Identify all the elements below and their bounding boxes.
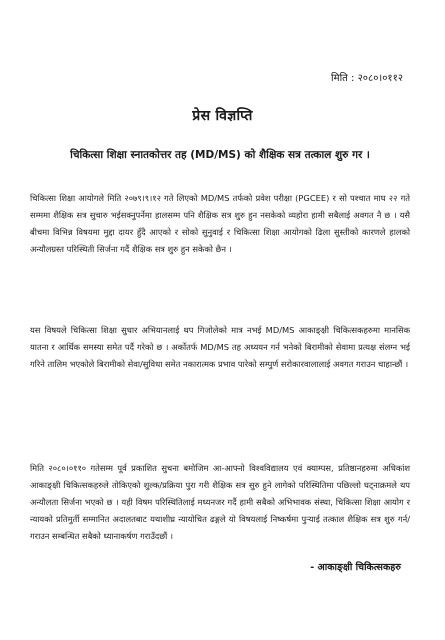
page-title: प्रेस विज्ञप्ति xyxy=(192,108,253,124)
paragraph-1: चिकित्सा शिक्षा आयोगले मिति २०७९।९।१२ गते लिएको MD/MS तर्फको प्रवेश परीक्षा (PGCEE) र सो पश्चात माघ २२ गते सम्ममा शैक्षिक सत्र सुचारु भईसक्नुपर्नेमा हालसम्म पनि शैक्षिक सत्र शुरु हुन नसकेको व्यहोरा हामी सबैलाई अवगत नै छ । यसै बीचमा विभिन्न विषयमा मुद्दा दायर हुँदै आएको र सोको सुनुवाई र चिकित्सा शिक्षा आयोगको ढिला सुस्तीको कारणले हालको अन्यौलग्रस्त परिस्थिती सिर्जना गर्दै शैक्षिक सत्र शुरु हुन सकेको छैन । xyxy=(30,193,410,254)
signature-line: - आकाङ्क्षी चिकित्सकहरु xyxy=(310,562,401,573)
paragraph-2: यस विषयले चिकित्सा शिक्षा सुधार अभियानलाई थप गिजोलेको मात्र नभई MD/MS आकाङ्क्षी चिकित्सकहरुमा मानसिक यातना र आर्थिक समस्या समेत पर्दै गरेको छ । अर्कोतर्फ MD/MS तह अध्ययन गर्न भनेको बिरामीको सेवामा प्रत्यक्ष संलग्न भई गरिने तालिम भएकोले बिरामीको सेवा/सुविधा समेत नकारात्मक प्रभाव पारेको सम्पुर्ण सरोकारवालालाई अवगत गराउन चाहान्छौं । xyxy=(30,325,410,369)
paragraph-3: मिति २०८०।०११० गतेसम्म पूर्व प्रकाशित सुचना बमोजिम आ-आफ्नो विश्वविद्यालय एवं क्याम्पस, प्रतिष्ठानहरुमा अधिकांश आकाङ्क्षी चिकित्सकहरुले तोकिएको शुल्क/प्रक्रिया पुरा गरी शैक्षिक सत्र सुरु हुने लागेको परिस्थितिमा पछिल्लो घट्नाक्रमले थप अन्यौलता सिर्जना भएको छ । यही विषम परिस्थितिलाई मध्यनजर गर्दै हामी सबैको अभिभावक संस्था, चिकित्सा शिक्षा आयोग र न्यायको प्रतिमुर्ती सम्मानित अदालतबाट यथाशीघ्र न्यायोचित ढङ्गले यो विषयलाई निष्कर्षमा पुऱ्याई तत्काल शैक्षिक सत्र शुरु गर्न/गराउन सम्बन्धित सबैको ध्यानाकर्षण गराउँदछौं । xyxy=(30,463,410,541)
page-subtitle: चिकित्सा शिक्षा स्नातकोत्तर तह (MD/MS) को शैक्षिक सत्र तत्काल शुरु गर । xyxy=(70,149,370,161)
date-line: मिति : २०८०।०११२ xyxy=(331,73,403,84)
